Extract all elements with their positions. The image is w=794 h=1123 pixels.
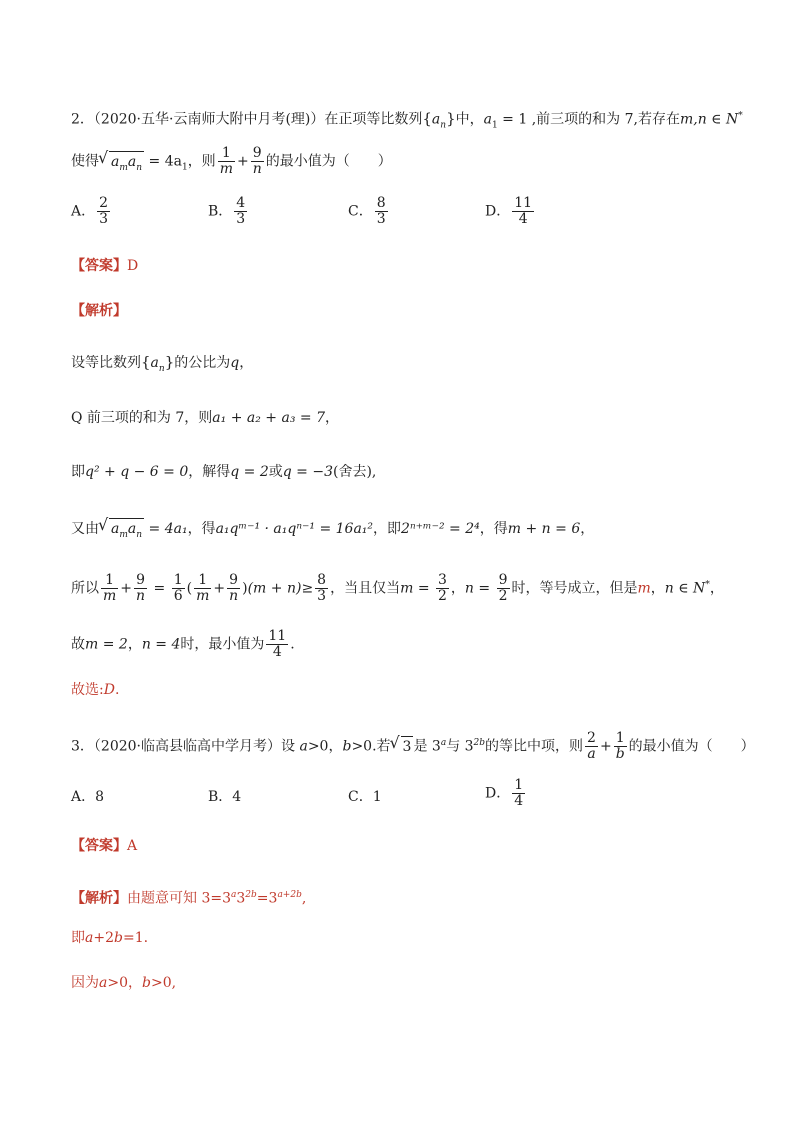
q2-step7 (71, 680, 119, 700)
num: 1 (614, 731, 627, 747)
var-b: b (114, 930, 123, 946)
equation: m = (400, 580, 434, 597)
q3-option-b (208, 786, 241, 806)
fraction (585, 731, 598, 762)
text: =1. (122, 930, 149, 946)
option-label: A． (71, 789, 96, 805)
num: 9 (251, 146, 264, 162)
sqrt-sub-n: n (136, 529, 143, 540)
text: >0， (107, 975, 142, 991)
var-q: q (230, 355, 240, 371)
den: n (136, 588, 146, 604)
equation: q = −3 (282, 464, 333, 480)
den: b (615, 746, 625, 762)
den: m (196, 588, 210, 604)
text: 设等比数列 (71, 355, 141, 371)
answer-value: D (127, 258, 139, 274)
text: 即 (71, 930, 85, 946)
equation: 2ⁿ⁺ᵐ⁻² = 2⁴ (401, 521, 480, 537)
text: 时，等号成立，但是 (511, 580, 638, 597)
sup: a+2b (277, 890, 302, 900)
num: 2 (587, 730, 596, 746)
den: 3 (317, 588, 327, 604)
q2-option-b (208, 196, 249, 227)
den: a (587, 746, 596, 762)
text: . (290, 636, 295, 653)
fraction (194, 573, 211, 604)
q2-stem-line1 (71, 106, 743, 135)
text: >0, (150, 975, 177, 991)
fraction (266, 629, 288, 660)
den: m (103, 588, 117, 604)
choice: D (103, 682, 115, 698)
text: 是 3 (413, 738, 441, 755)
answer-label: 【答案】 (71, 838, 127, 854)
sqrt-a: a (111, 521, 120, 537)
q2-answer (71, 256, 138, 276)
text: ，即 (373, 521, 402, 537)
var-a: a (99, 975, 108, 991)
text: 3 (236, 890, 246, 907)
den: 6 (173, 588, 183, 604)
brace-open: { (141, 353, 151, 371)
text: +2 (93, 930, 114, 946)
q2-seq-sub: n (440, 120, 447, 131)
fraction (512, 778, 525, 809)
text: 的等比中项，则 (485, 738, 584, 755)
text: 与 3 (446, 738, 474, 755)
equation: = 4a₁ (144, 521, 188, 537)
num: 1 (194, 573, 211, 589)
brace-open: { (422, 109, 432, 128)
seq-sub: n (158, 363, 165, 374)
text: 设 (281, 738, 300, 755)
equation: m + n = 6 (507, 521, 581, 537)
q3-number: 3． (71, 738, 94, 755)
num: 4 (236, 195, 246, 211)
den: 4 (272, 644, 282, 660)
sup: a (231, 890, 237, 900)
fraction (512, 196, 534, 227)
sqrt-3: 3 (402, 738, 412, 755)
fraction (614, 731, 627, 762)
text: Q 前三项的和为 7，则 (71, 410, 213, 426)
option-label: D． (485, 203, 511, 220)
q2-option-d (485, 196, 536, 227)
text: ， (450, 580, 465, 597)
text: 所以 (71, 580, 99, 597)
den: 3 (236, 211, 246, 227)
q2-cond-sub: 1 (491, 120, 498, 131)
q2-cond-rest: = 1 (497, 111, 528, 128)
fraction (234, 196, 247, 227)
text: 故选: (71, 682, 104, 698)
q2-step6 (71, 629, 295, 660)
den: 2 (438, 588, 447, 604)
den: 4 (518, 211, 528, 227)
answer-value: A (127, 838, 138, 854)
num: 1 (514, 777, 524, 793)
q3-source: （2020·临高县临高中学月考） (93, 738, 282, 755)
num: 9 (134, 573, 147, 589)
fraction (97, 196, 110, 227)
fraction (134, 573, 147, 604)
q3-analysis (71, 885, 306, 909)
var-a: a (299, 738, 308, 755)
den: m (219, 161, 233, 177)
var-m: m (637, 580, 651, 597)
analysis-label: 【解析】 (71, 890, 127, 907)
text: ，当且仅当 (330, 580, 401, 597)
q3-stem (71, 731, 755, 762)
den: 3 (99, 211, 109, 227)
q2-eq-sub: 1 (181, 162, 188, 173)
num: 8 (317, 572, 327, 588)
plus: + (120, 580, 133, 597)
fraction (315, 573, 328, 604)
fraction (375, 196, 388, 227)
den: 2 (498, 588, 508, 604)
q3-step3 (71, 973, 176, 993)
sqrt-expression (401, 736, 414, 757)
text: ， (127, 636, 142, 653)
q2-source: （2020·五华·云南师大附中月考(理)） (93, 111, 325, 128)
fraction (101, 573, 118, 604)
seq: a (150, 355, 159, 371)
sup: a (440, 737, 447, 748)
var-b: b (342, 738, 352, 755)
fraction (436, 573, 449, 604)
option-value: 8 (95, 789, 105, 805)
q3-step2 (71, 928, 148, 948)
fraction (227, 573, 240, 604)
option-label: A． (71, 203, 96, 220)
text: 的公比为 (174, 355, 231, 371)
plus: + (236, 153, 249, 170)
den: 4 (514, 793, 524, 809)
equation: n = 4 (141, 636, 181, 653)
sqrt-expression (109, 518, 144, 545)
q2-option-a (71, 196, 112, 227)
q2-step4 (71, 518, 594, 545)
plus: + (213, 580, 226, 597)
fraction (218, 146, 235, 177)
equation: n = (464, 580, 495, 597)
text: 即 (71, 464, 85, 480)
q2-stem-line2 (71, 146, 392, 177)
den: 3 (376, 211, 386, 227)
q2-text: ，则 (187, 153, 216, 170)
text: ， (650, 580, 665, 597)
text: ， (239, 355, 254, 371)
q2-text: 的最小值为（ ） (265, 153, 392, 170)
q2-step3 (71, 462, 376, 482)
sqrt-a2: a (127, 521, 137, 537)
text: ， (580, 521, 595, 537)
q2-seq: a (431, 111, 441, 128)
q3-option-c (348, 786, 382, 806)
q2-vars: m,n ∈ N (679, 111, 739, 128)
q3-answer (71, 836, 137, 856)
var-b: b (142, 975, 151, 991)
option-label: C． (348, 203, 373, 220)
q2-cond: a (483, 111, 492, 128)
equation: a₁qᵐ⁻¹ · a₁qⁿ⁻¹ = 16a₁² (215, 521, 374, 537)
sup: 2b (473, 737, 486, 748)
option-label: C． (348, 789, 373, 805)
option-label: D． (485, 785, 511, 802)
option-value: 4 (232, 789, 242, 805)
num: 8 (376, 195, 386, 211)
brace-close: } (164, 353, 175, 371)
q2-text: ,前三项的和为 7,若存在 (527, 111, 680, 128)
text: , (301, 890, 307, 907)
q2-option-c (348, 196, 390, 227)
q2-number: 2． (71, 111, 94, 128)
text: (舍去), (332, 464, 377, 480)
text: . (114, 682, 120, 698)
num: 1 (101, 573, 118, 589)
brace-close: } (446, 109, 456, 128)
q3-option-d (485, 778, 527, 809)
equation: q² + q − 6 = 0 (85, 464, 189, 480)
q2-text: 中， (455, 111, 484, 128)
den: n (229, 588, 239, 604)
option-label: B． (208, 203, 233, 220)
sqrt-sub-m: m (119, 162, 128, 173)
text: 时，最小值为 (180, 636, 265, 653)
option-label: B． (208, 789, 233, 805)
den: n (252, 161, 262, 177)
star: * (705, 579, 710, 590)
text: ，得 (187, 521, 216, 537)
equation: (m + n)≥ (247, 580, 314, 597)
text: 或 (268, 464, 283, 480)
num: 3 (438, 572, 447, 588)
equation: m = 2 (85, 636, 128, 653)
q2-analysis-label: 【解析】 (71, 303, 127, 319)
equation: a₁ + a₂ + a₃ = 7 (212, 410, 325, 426)
q2-step5: 所以 $\frac{1}{m}$ + $\frac{9}{n}$ = $\frac{1}{6}$ ( $\frac{1}{m}$ + $\frac{9}{n}$ )(m + n)≥ $\frac{8}{3}$ ，当且仅当m = $\frac{3}{2}$ ，n = $\frac{9}{2}$ 时，等号成立，但是m，n ∈ N*， (71, 572, 724, 604)
sqrt-sub-n: n (136, 162, 143, 173)
text: ， (324, 410, 339, 426)
text: =3 (256, 890, 278, 907)
q2-star: * (738, 111, 743, 121)
q3-option-a (71, 786, 104, 806)
text: >0.若 (351, 738, 391, 755)
equation: q = 2 (230, 464, 269, 480)
fraction (172, 573, 185, 604)
text: 故 (71, 636, 85, 653)
fraction (497, 573, 510, 604)
option-value: 1 (372, 789, 382, 805)
equation: n ∈ N (664, 580, 706, 597)
q2-eq: = 4a (144, 153, 182, 170)
num: 9 (227, 573, 240, 589)
text: ，解得 (188, 464, 231, 480)
num: 9 (498, 572, 508, 588)
text: ，得 (479, 521, 508, 537)
num: 1 (218, 146, 235, 162)
sqrt-a2: a (127, 153, 137, 170)
num: 2 (99, 195, 109, 211)
text: >0， (307, 738, 343, 755)
text: 由题意可知 3=3 (127, 890, 231, 907)
text: ， (709, 580, 724, 597)
answer-label: 【答案】 (71, 258, 127, 274)
q2-text: 在正项等比数列 (324, 111, 423, 128)
text: 因为 (71, 975, 99, 991)
sup: 2b (245, 890, 257, 900)
text: = (149, 580, 170, 597)
q2-step2 (71, 408, 339, 428)
q2-text: 使得 (71, 153, 99, 170)
num: 1 (173, 572, 183, 588)
plus: + (599, 738, 612, 755)
fraction (251, 146, 264, 177)
num: 11 (268, 628, 287, 644)
text: 的最小值为（ ） (628, 738, 755, 755)
num: 11 (514, 195, 533, 211)
q2-step1 (71, 352, 253, 379)
text: 又由 (71, 521, 99, 537)
sqrt-sub-m: m (119, 529, 128, 540)
sqrt-a: a (111, 153, 120, 170)
var-a: a (85, 930, 94, 946)
sqrt-expression (109, 151, 144, 178)
